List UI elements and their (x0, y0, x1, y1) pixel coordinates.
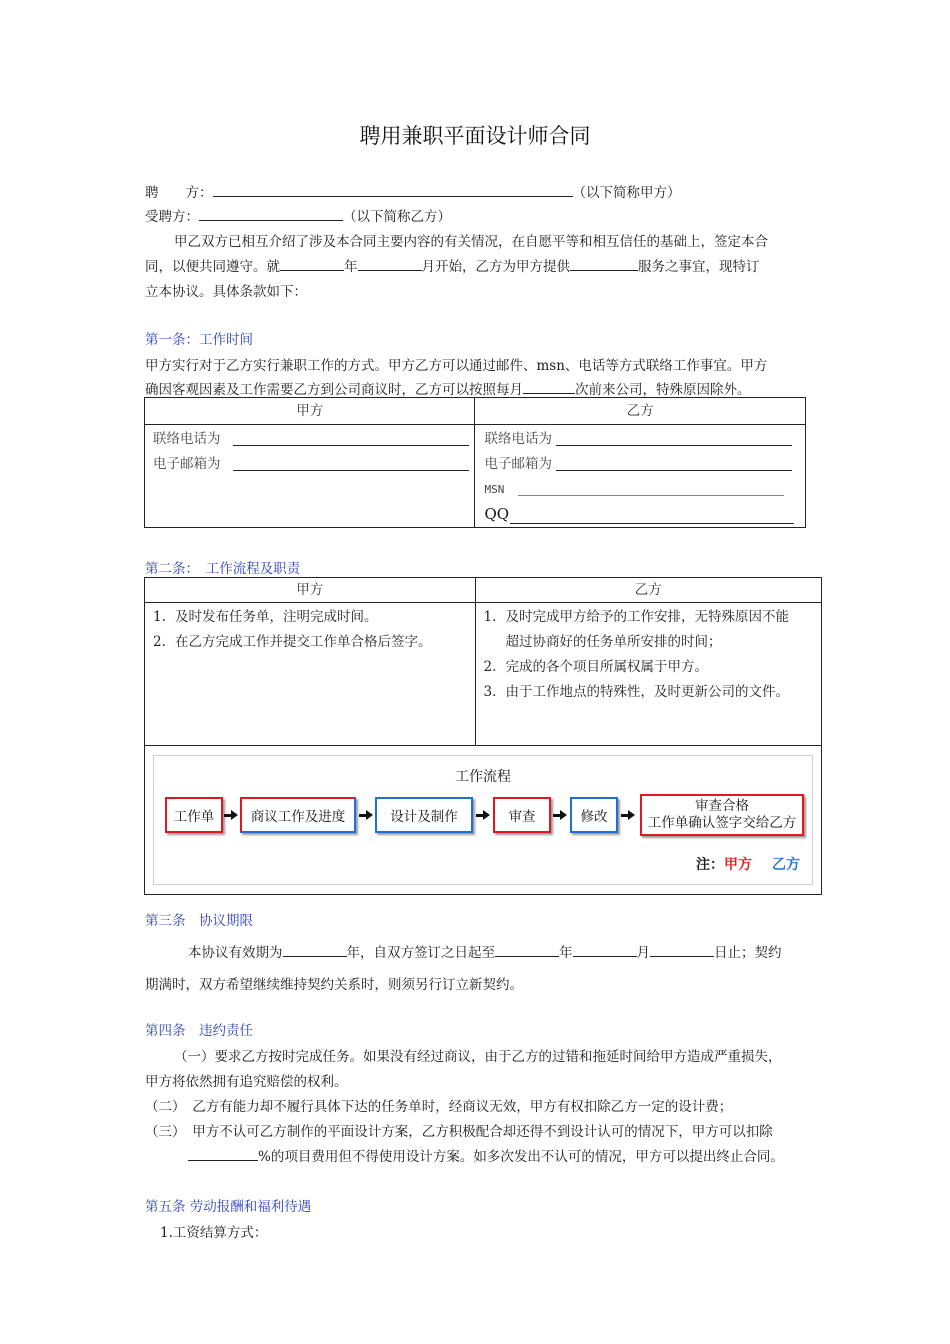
a-phone-field: 联络电话为 (153, 427, 474, 452)
arrow-right-icon (621, 811, 635, 821)
section1-line1: 甲方实行对于乙方实行兼职工作的方式。甲方乙方可以通过邮件、msn、电话等方式联络工作事宜。甲方 (145, 358, 768, 374)
employee-label: 受聘方： (145, 209, 199, 225)
deduction-percent-blank[interactable] (188, 1146, 258, 1161)
flow-step-design: 设计及制作 (375, 797, 473, 833)
contact-table (144, 397, 806, 528)
section2-heading: 第二条： 工作流程及职责 (145, 561, 301, 577)
end-year-blank[interactable] (495, 942, 559, 957)
contact-cell-b (475, 425, 806, 528)
page-title: 聘用兼职平面设计师合同 (359, 124, 591, 148)
employer-blank[interactable] (213, 182, 573, 197)
visits-per-month-blank[interactable] (523, 379, 575, 394)
employer-label: 聘 方： (145, 185, 213, 201)
section4-p3-line1: （三） 甲方不认可乙方制作的平面设计方案，乙方积极配合却还得不到设计认可的情况下，甲方可以扣除 (145, 1124, 773, 1140)
start-year-blank[interactable] (280, 256, 344, 271)
workflow-diagram (153, 755, 813, 885)
intro-para-line3: 立本协议。具体条款如下： (145, 284, 307, 300)
list-item: 超过协商好的任务单所安排的时间； (505, 634, 722, 650)
list-item: 3. 由于工作地点的特殊性，及时更新公司的文件。 (483, 684, 789, 700)
duties-cell-a (145, 603, 476, 746)
intro-para-line2: 同，以便共同遵守。就 年 月开始，乙方为甲方提供 服务之事宜，现特订 (145, 255, 760, 275)
list-item: 1. 及时完成甲方给予的工作安排，无特殊原因不能 (483, 609, 789, 625)
duties-list-a (145, 605, 475, 655)
section3-line2: 期满时，双方希望继续维持契约关系时，则须另行订立新契约。 (145, 977, 523, 993)
section3-heading: 第三条 协议期限 (145, 913, 253, 929)
b-email-blank[interactable] (556, 456, 792, 471)
list-item: 1. 及时发布任务单，注明完成时间。 (153, 609, 378, 625)
start-month-blank[interactable] (358, 256, 422, 271)
b-qq-field: QQ (484, 502, 805, 527)
b-phone-blank[interactable] (556, 431, 792, 446)
duties-col-b: 乙方 (475, 578, 822, 603)
section4-p2: （二） 乙方有能力却不履行具体下达的任务单时，经商议无效，甲方有权扣除乙方一定的设计费； (145, 1099, 733, 1115)
end-day-blank[interactable] (650, 942, 714, 957)
employer-line (145, 181, 681, 201)
b-qq-blank[interactable] (510, 509, 794, 524)
a-phone-blank[interactable] (233, 431, 469, 446)
b-phone-field: 联络电话为 (484, 427, 805, 452)
employee-suffix: （以下简称乙方） (343, 209, 451, 225)
term-years-blank[interactable] (283, 942, 347, 957)
contact-cell-a (145, 425, 475, 528)
employer-suffix: （以下简称甲方） (572, 185, 681, 201)
arrow-right-icon (359, 811, 373, 821)
b-email-field: 电子邮箱为 (484, 452, 805, 477)
end-month-blank[interactable] (573, 942, 637, 957)
flow-legend: 注：甲方 乙方 (696, 857, 800, 873)
flow-step-review: 审查 (493, 797, 551, 833)
flow-step-approved: 审查合格 工作单确认签字交给乙方 (640, 794, 804, 836)
service-blank[interactable] (570, 256, 638, 271)
section4-p3-line2: %的项目费用但不得使用设计方案。如多次发出不认可的情况，甲方可以提出终止合同。 (188, 1145, 784, 1165)
contact-col-b: 乙方 (475, 398, 806, 425)
duties-list-b (476, 605, 822, 705)
section3-line1: 本协议有效期为 年，自双方签订之日起至 年 月 日止；契约 (188, 941, 782, 961)
b-msn-blank[interactable] (518, 481, 784, 496)
a-email-field: 电子邮箱为 (153, 452, 474, 477)
section5-item1: 1.工资结算方式： (160, 1225, 268, 1241)
employee-blank[interactable] (199, 206, 343, 221)
legend-party-b: 乙方 (772, 857, 800, 873)
duties-cell-b (475, 603, 822, 746)
b-msn-field: MSN (484, 477, 805, 502)
arrow-right-icon (224, 811, 238, 821)
list-item: 2. 在乙方完成工作并提交工作单合格后签字。 (153, 634, 432, 650)
list-item: 2. 完成的各个项目所属权属于甲方。 (483, 659, 708, 675)
legend-party-a: 甲方 (724, 857, 752, 873)
flow-step-discuss: 商议工作及进度 (240, 797, 356, 833)
employee-line (145, 205, 451, 225)
intro-para-line1: 甲乙双方已相互介绍了涉及本合同主要内容的有关情况，在自愿平等和相互信任的基础上，签定本合 (174, 234, 768, 250)
workflow-title: 工作流程 (455, 769, 511, 785)
contact-col-a: 甲方 (145, 398, 475, 425)
flow-step-work-order: 工作单 (165, 797, 223, 833)
section5-heading: 第五条 劳动报酬和福利待遇 (145, 1199, 312, 1215)
section4-heading: 第四条 违约责任 (145, 1023, 253, 1039)
flow-step-revise: 修改 (570, 797, 618, 833)
arrow-right-icon (476, 811, 490, 821)
section4-p1-line1: （一）要求乙方按时完成任务。如果没有经过商议，由于乙方的过错和拖延时间给甲方造成严重损失， (174, 1049, 782, 1065)
arrow-right-icon (553, 811, 567, 821)
duties-col-a: 甲方 (145, 578, 476, 603)
section1-heading: 第一条：工作时间 (145, 332, 253, 348)
section1-line2: 确因客观因素及工作需要乙方到公司商议时，乙方可以按照每月 次前来公司，特殊原因除外。 (145, 378, 751, 398)
section4-p1-line2: 甲方将依然拥有追究赔偿的权利。 (145, 1074, 348, 1090)
a-email-blank[interactable] (233, 456, 469, 471)
